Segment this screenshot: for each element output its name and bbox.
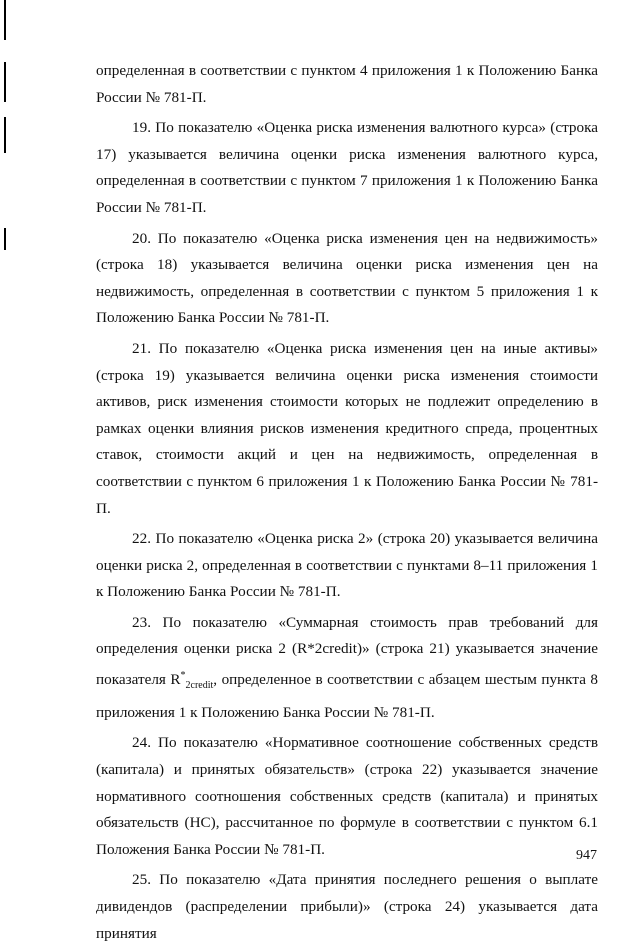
paragraph-19: 19. По показателю «Оценка риска изменения валютного курса» (строка 17) указывается величина оценки риска изменения валютного курса, определенная в соответствии с пунктом 7 приложения 1 к Положению Банка России № 781-П.: [96, 119, 598, 216]
paragraph-22: 22. По показателю «Оценка риска 2» (строка 20) указывается величина оценки риска 2, определенная в соответствии с пунктами 8–11 приложения 1 к Положению Банка России № 781-П.: [96, 530, 598, 601]
paragraph-25: 25. По показателю «Дата принятия последнего решения о выплате дивидендов (распределении прибыли)» (строка 24) указывается дата принятия: [96, 871, 598, 942]
margin-mark: [4, 0, 6, 40]
paragraph-24: 24. По показателю «Нормативное соотношение собственных средств (капитала) и принятых обязательств» (строка 22) указывается значение нормативного соотношения собственных средств (капитала) и принятых обязательств (НС), рассчитанное по формуле в соответствии с пунктом 6.1 Положения Банка России № 781-П.: [96, 734, 598, 858]
subscript-2credit: 2credit: [185, 680, 214, 692]
paragraph-continuation: определенная в соответствии с пунктом 4 приложения 1 к Положению Банка России № 781-П.: [96, 62, 598, 106]
superscript-asterisk: *: [180, 670, 186, 682]
page-number: 947: [576, 848, 597, 863]
paragraph-23: [96, 610, 598, 726]
margin-mark: [4, 228, 6, 250]
margin-mark: [4, 62, 6, 102]
paragraph-23-text-before: 23. По показателю «Суммарная стоимость прав требований для определения оценки риска 2 (R*2credit)» (строка 21) указывается значение показателя R: [96, 613, 598, 689]
paragraph-23-text-after: , определенное в соответствии с абзацем шестым пункта 8 приложения 1 к Положению Банка России № 781-П.: [96, 671, 599, 721]
document-body: [96, 58, 598, 951]
paragraph-21: 21. По показателю «Оценка риска изменения цен на иные активы» (строка 19) указывается величина оценки риска изменения стоимости активов, риск изменения стоимости которых не подлежит определению в рамках оценки влияния рисков изменения кредитного спреда, процентных ставок, стоимости акций и цен на недвижимость, определенная в соответствии с пунктом 6 приложения 1 к Положению Банка России № 781-П.: [96, 339, 598, 517]
paragraph-20: 20. По показателю «Оценка риска изменения цен на недвижимость» (строка 18) указывается величина оценки риска изменения цен на недвижимость, определенная в соответствии с пунктом 5 приложения 1 к Положению Банка России № 781-П.: [96, 229, 598, 327]
margin-mark: [4, 117, 6, 153]
